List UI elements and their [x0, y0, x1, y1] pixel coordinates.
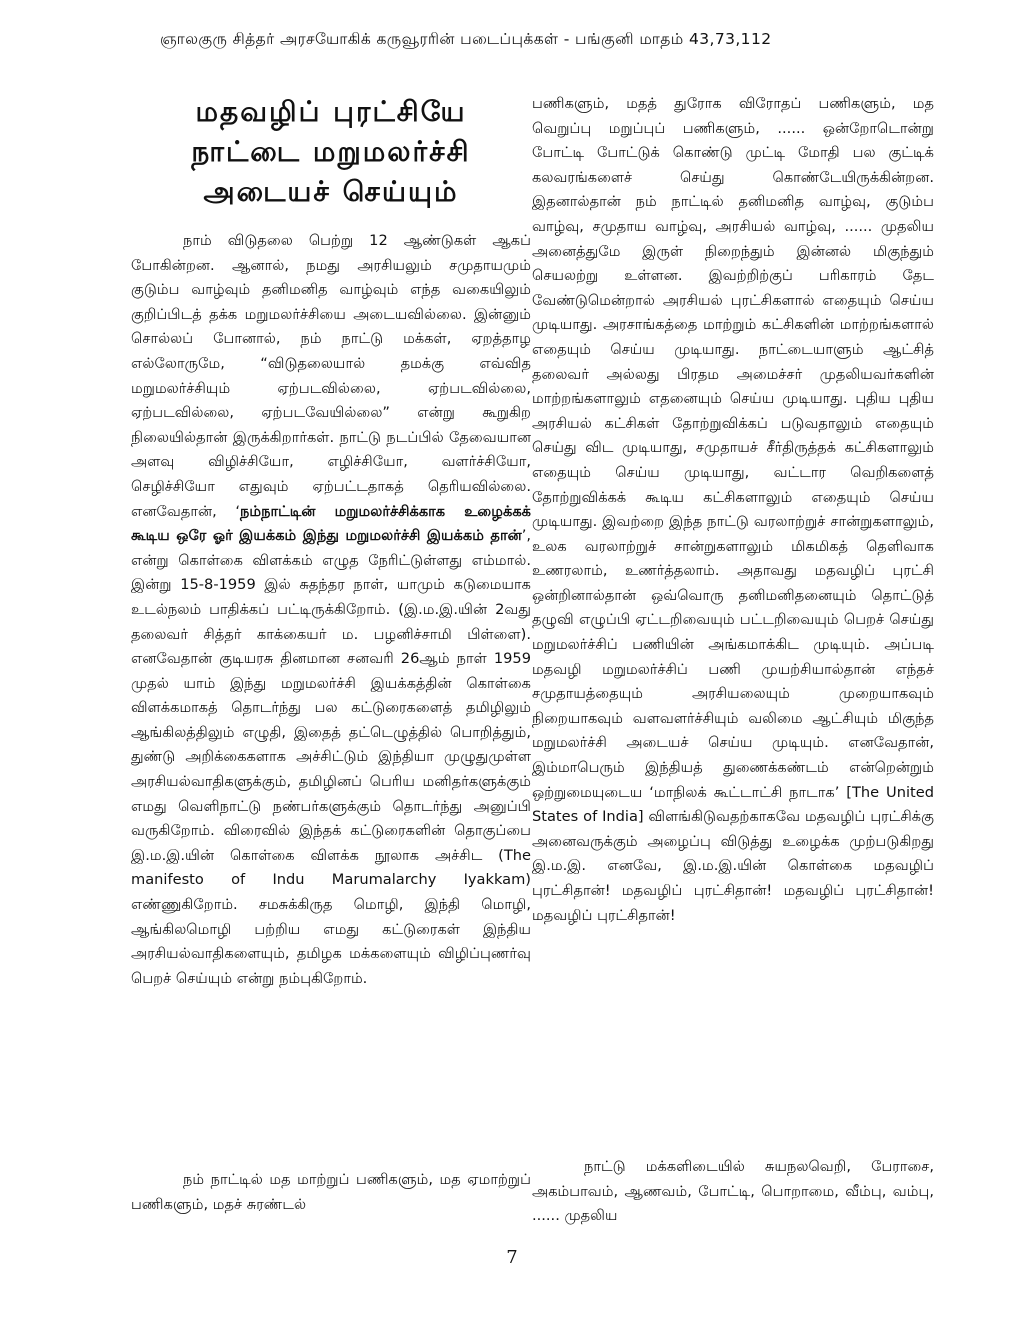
left-paragraph-1-bold-quote: நம்நாட்டின் மறுமலர்ச்சிக்காக உழைக்கக் கூடிய ஒரே ஓர் இயக்கம் இந்து மறுமலர்ச்சி இயக்கம் தான்	[131, 502, 531, 545]
title-line-1: மதவழிப் புரட்சியே	[195, 95, 467, 128]
title-line-2: நாட்டை மறுமலர்ச்சி	[191, 135, 471, 168]
left-paragraph-1-text-b: ’, என்று கொள்கை விளக்கம் எழுத நேரிட்டுள்ளது எம்மால். இன்று 15-8-1959 இல் சுதந்தர நாள், யாமும் கடுமையாக உடல்நலம் பாதிக்கப் பட்டிருக்கிறோம். (இ.ம.இ.யின் 2வது தலைவர் சித்தர் காக்கையர் ம. பழனிச்சாமி பிள்ளை). எனவேதான் குடியரசு தினமான சனவரி 26ஆம் நாள் 1959 முதல் யாம் இந்து மறுமலர்ச்சி இயக்கத்தின் கொள்கை விளக்கமாகத் தொடர்ந்து பல கட்டுரைகளைத் தமிழிலும் ஆங்கிலத்திலும் எழுதி, இதைத் தட்டெழுத்தில் பொறித்தும், துண்டு அறிக்கைகளாக அச்சிட்டும் இந்தியா முழுதுமுள்ள அரசியல்வாதிகளுக்கும், தமிழினப் பெரிய மனிதர்களுக்கும் எமது வெளிநாட்டு நண்பர்களுக்கும் தொடர்ந்து அனுப்பி வருகிறோம். விரைவில் இந்தக் கட்டுரைகளின் தொகுப்பை இ.ம.இ.யின் கொள்கை விளக்க நூலாக அச்சிட (The manifesto of Indu Marumalarchy Iyakkam) எண்ணுகிறோம். சமசுக்கிருத மொழி, இந்தி மொழி, ஆங்கிலமொழி பற்றிய எமது கட்டுரைகள் இந்திய அரசியல்வாதிகளையும், தமிழக மக்களையும் விழிப்புணர்வு பெறச் செய்யும் என்று நம்புகிறோம்.	[131, 527, 531, 987]
left-paragraph-1-text-a: நாம் விடுதலை பெற்று 12 ஆண்டுகள் ஆகப் போகின்றன. ஆனால், நமது அரசியலும் சமுதாயமும் குடும்ப வாழ்வும் தனிமனித வாழ்வும் எந்த வகையிலும் குறிப்பிடத் தக்க மறுமலர்ச்சியை அடையவில்லை. இன்னும் சொல்லப் போனால், நம் நாட்டு மக்கள், ஏறத்தாழ எல்லோருமே, “விடுதலையால் தமக்கு எவ்வித மறுமலர்ச்சியும் ஏற்படவில்லை, ஏற்படவில்லை, ஏற்படவில்லை, ஏற்படவேயில்லை” என்று கூறுகிற நிலையில்தான் இருக்கிறார்கள். நாட்டு நடப்பில் தேவையான அளவு விழிச்சியோ, எழிச்சியோ, வளர்ச்சியோ, செழிச்சியோ எதுவும் ஏற்பட்டதாகத் தெரியவில்லை. எனவேதான், ‘	[131, 232, 531, 520]
right-paragraph-2: நாட்டு மக்களிடையில் சுயநலவெறி, பேராசை, அகம்பாவம், ஆணவம், போட்டி, பொறாமை, வீம்பு, வம்பு, ...... முதலிய	[532, 1158, 934, 1225]
article-title	[131, 92, 531, 212]
running-header: ஞாலகுரு சித்தர் அரசயோகிக் கருவூரரின் படைப்புக்கள் - பங்குனி மாதம் 43,73,112	[160, 30, 772, 48]
left-column-bottom	[131, 1168, 531, 1217]
right-column-bottom	[532, 1155, 934, 1229]
right-paragraph-1: பணிகளும், மதத் துரோக விரோதப் பணிகளும், மத வெறுப்பு மறுப்புப் பணிகளும், ...... ஒன்றோடொன்று போட்டி போட்டுக் கொண்டு முட்டி மோதி பல குட்டிக் கலவரங்களைச் செய்து கொண்டேயிருக்கின்றன. இதனால்தான் நம் நாட்டில் தனிமனித வாழ்வு, குடும்ப வாழ்வு, சமுதாய வாழ்வு, அரசியல் வாழ்வு, ...... முதலிய அனைத்துமே இருள் நிறைந்தும் இன்னல் மிகுந்தும் செயலற்று உள்ளன. இவற்றிற்குப் பரிகாரம் தேட வேண்டுமென்றால் அரசியல் புரட்சிகளால் எதையும் செய்ய முடியாது. அரசாங்கத்தை மாற்றும் கட்சிகளின் மாற்றங்களால் எதையும் செய்ய முடியாது. நாட்டையாளும் ஆட்சித் தலைவர் அல்லது பிரதம அமைச்சர் முதலியவர்களின் மாற்றங்களாலும் எதனையும் செய்ய முடியாது. புதிய புதிய அரசியல் கட்சிகள் தோற்றுவிக்கப் படுவதாலும் எதையும் செய்து விட முடியாது, சமுதாயச் சீர்திருத்தக் கட்சிகளாலும் எதையும் செய்ய முடியாது, வட்டார வெறிகளைத் தோற்றுவிக்கக் கூடிய கட்சிகளாலும் எதையும் செய்ய முடியாது. இவற்றை இந்த நாட்டு வரலாற்றுச் சான்றுகளாலும், உலக வரலாற்றுச் சான்றுகளாலும் மிகமிகத் தெளிவாக உணரலாம், உணர்த்தலாம். அதாவது மதவழிப் புரட்சி ஒன்றினால்தான் ஒவ்வொரு தனிமனிதனையும் தொட்டுத் தழுவி எழுப்பி ஏட்டறிவையும் பட்டறிவையும் பெறச் செய்து மறுமலர்ச்சிப் பணியின் அங்கமாக்கிட முடியும். அப்படி மதவழி மறுமலர்ச்சிப் பணி முயற்சியால்தான் எந்தச் சமுதாயத்தையும் அரசியலையும் முறையாகவும் நிறையாகவும் வளவளர்ச்சியும் வலிமை ஆட்சியும் மிகுந்த மறுமலர்ச்சி அடையச் செய்ய முடியும். எனவேதான், இம்மாபெரும் இந்தியத் துணைக்கண்டம் என்றென்றும் ஒற்றுமையுடைய ‘மாநிலக் கூட்டாட்சி நாடாக’ [The United States of India] விளங்கிடுவதற்காகவே மதவழிப் புரட்சிக்கு அனைவருக்கும் அழைப்பு விடுத்து உழைக்க முற்படுகிறது இ.ம.இ. எனவே, இ.ம.இ.யின் கொள்கை மதவழிப் புரட்சிதான்! மதவழிப் புரட்சிதான்! மதவழிப் புரட்சிதான்! மதவழிப் புரட்சிதான்!	[532, 95, 934, 924]
left-paragraph-2: நம் நாட்டில் மத மாற்றுப் பணிகளும், மத ஏமாற்றுப் பணிகளும், மதச் சுரண்டல்	[131, 1171, 531, 1213]
left-column	[131, 229, 531, 991]
page-number: 7	[506, 1247, 518, 1268]
left-paragraph-1	[131, 229, 531, 991]
right-column	[532, 92, 934, 928]
title-line-3: அடையச் செய்யும்	[203, 175, 459, 208]
